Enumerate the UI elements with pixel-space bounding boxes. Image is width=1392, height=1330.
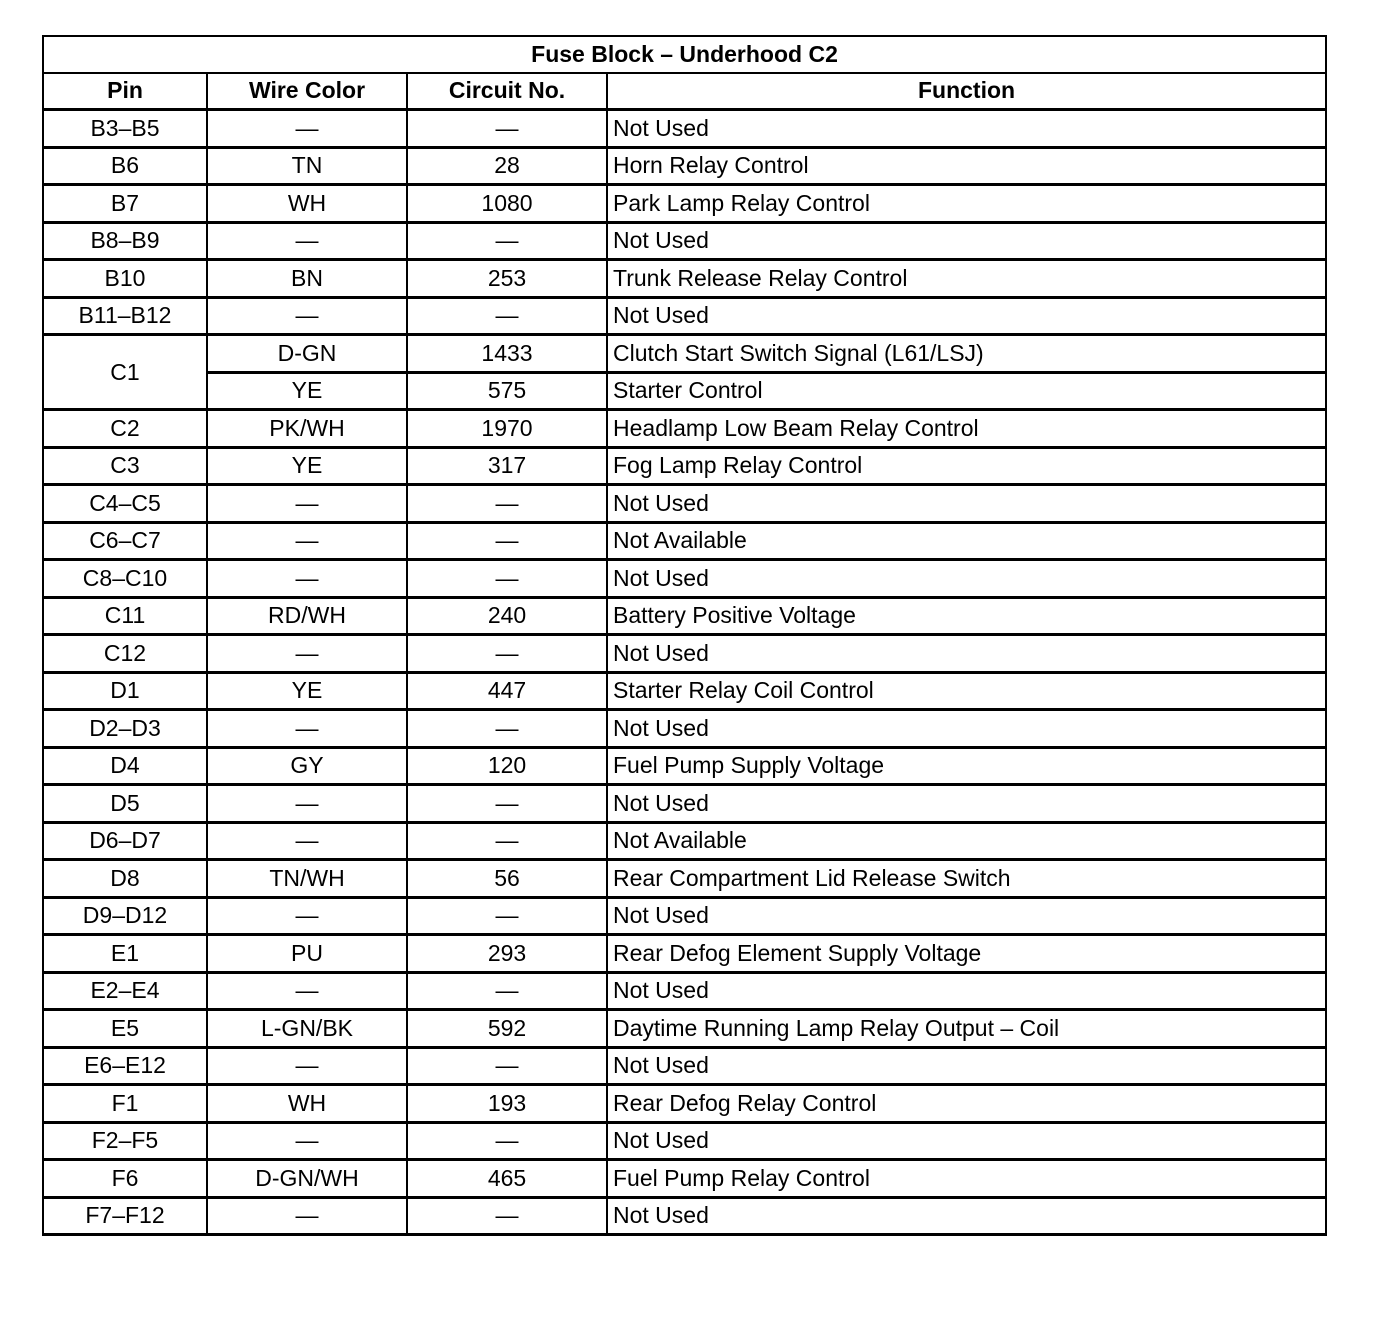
pin-cell: F7–F12	[43, 1197, 207, 1235]
pin-cell: C11	[43, 597, 207, 635]
wire-color-cell: —	[207, 485, 407, 523]
table-row	[43, 785, 1326, 823]
circuit-no-cell: —	[407, 522, 607, 560]
wire-color-cell: —	[207, 822, 407, 860]
table-row	[43, 297, 1326, 335]
pin-cell: E2–E4	[43, 972, 207, 1010]
pin-cell: D9–D12	[43, 897, 207, 935]
table-row	[43, 110, 1326, 148]
circuit-no-cell: —	[407, 822, 607, 860]
pin-cell: B3–B5	[43, 110, 207, 148]
table-row	[43, 710, 1326, 748]
function-cell: Starter Relay Coil Control	[607, 672, 1326, 710]
circuit-no-cell: —	[407, 1197, 607, 1235]
function-cell: Fuel Pump Relay Control	[607, 1160, 1326, 1198]
circuit-no-cell: 1970	[407, 410, 607, 448]
pin-cell: D4	[43, 747, 207, 785]
function-cell: Not Used	[607, 635, 1326, 673]
wire-color-cell: —	[207, 1047, 407, 1085]
wire-color-cell: L-GN/BK	[207, 1010, 407, 1048]
wire-color-cell: PK/WH	[207, 410, 407, 448]
header-wire-color: Wire Color	[207, 73, 407, 110]
pin-cell: D2–D3	[43, 710, 207, 748]
function-cell: Not Used	[607, 785, 1326, 823]
function-cell: Rear Compartment Lid Release Switch	[607, 860, 1326, 898]
table-row	[43, 560, 1326, 598]
circuit-no-cell: —	[407, 972, 607, 1010]
function-cell: Rear Defog Relay Control	[607, 1085, 1326, 1123]
header-row	[43, 73, 1326, 110]
pin-cell: B8–B9	[43, 222, 207, 260]
circuit-no-cell: —	[407, 1047, 607, 1085]
function-cell: Clutch Start Switch Signal (L61/LSJ)	[607, 335, 1326, 373]
pin-cell: D5	[43, 785, 207, 823]
circuit-no-cell: 253	[407, 260, 607, 298]
pin-cell: C6–C7	[43, 522, 207, 560]
circuit-no-cell: 317	[407, 447, 607, 485]
circuit-no-cell: 56	[407, 860, 607, 898]
circuit-no-cell: —	[407, 635, 607, 673]
wire-color-cell: —	[207, 1197, 407, 1235]
wire-color-cell: YE	[207, 447, 407, 485]
pin-cell: C8–C10	[43, 560, 207, 598]
table-row	[43, 335, 1326, 373]
table-row	[43, 672, 1326, 710]
table-row	[43, 1047, 1326, 1085]
function-cell: Not Available	[607, 522, 1326, 560]
circuit-no-cell: 1433	[407, 335, 607, 373]
wire-color-cell: GY	[207, 747, 407, 785]
wire-color-cell: —	[207, 710, 407, 748]
circuit-no-cell: 1080	[407, 185, 607, 223]
function-cell: Not Used	[607, 485, 1326, 523]
function-cell: Daytime Running Lamp Relay Output – Coil	[607, 1010, 1326, 1048]
table-row	[43, 485, 1326, 523]
table-row	[43, 522, 1326, 560]
table-row	[43, 260, 1326, 298]
pin-cell: E6–E12	[43, 1047, 207, 1085]
circuit-no-cell: —	[407, 297, 607, 335]
header-pin: Pin	[43, 73, 207, 110]
function-cell: Not Used	[607, 897, 1326, 935]
table-row	[43, 747, 1326, 785]
circuit-no-cell: 240	[407, 597, 607, 635]
function-cell: Not Available	[607, 822, 1326, 860]
pin-cell: C12	[43, 635, 207, 673]
circuit-no-cell: 575	[407, 372, 607, 410]
circuit-no-cell: —	[407, 710, 607, 748]
wire-color-cell: YE	[207, 372, 407, 410]
circuit-no-cell: 465	[407, 1160, 607, 1198]
pin-cell: B7	[43, 185, 207, 223]
wire-color-cell: —	[207, 110, 407, 148]
function-cell: Horn Relay Control	[607, 147, 1326, 185]
table-row	[43, 1122, 1326, 1160]
wire-color-cell: PU	[207, 935, 407, 973]
table-row	[43, 822, 1326, 860]
table-row	[43, 972, 1326, 1010]
circuit-no-cell: —	[407, 1122, 607, 1160]
wire-color-cell: —	[207, 1122, 407, 1160]
function-cell: Headlamp Low Beam Relay Control	[607, 410, 1326, 448]
wire-color-cell: YE	[207, 672, 407, 710]
pin-cell: C2	[43, 410, 207, 448]
function-cell: Not Used	[607, 110, 1326, 148]
connector-pinout-table	[42, 35, 1327, 1236]
pin-cell: F6	[43, 1160, 207, 1198]
pin-cell: B11–B12	[43, 297, 207, 335]
function-cell: Starter Control	[607, 372, 1326, 410]
table-row	[43, 372, 1326, 410]
table-row	[43, 635, 1326, 673]
wire-color-cell: WH	[207, 185, 407, 223]
wire-color-cell: —	[207, 897, 407, 935]
circuit-no-cell: —	[407, 110, 607, 148]
function-cell: Not Used	[607, 710, 1326, 748]
function-cell: Battery Positive Voltage	[607, 597, 1326, 635]
pin-cell: B6	[43, 147, 207, 185]
pin-cell: D8	[43, 860, 207, 898]
circuit-no-cell: 28	[407, 147, 607, 185]
table-row	[43, 897, 1326, 935]
wire-color-cell: —	[207, 522, 407, 560]
pin-cell: D6–D7	[43, 822, 207, 860]
circuit-no-cell: —	[407, 222, 607, 260]
table-row	[43, 222, 1326, 260]
function-cell: Not Used	[607, 972, 1326, 1010]
table-title: Fuse Block – Underhood C2	[43, 36, 1326, 73]
table-row	[43, 1197, 1326, 1235]
title-row	[43, 36, 1326, 73]
wire-color-cell: —	[207, 635, 407, 673]
pin-cell: E5	[43, 1010, 207, 1048]
circuit-no-cell: —	[407, 485, 607, 523]
function-cell: Not Used	[607, 222, 1326, 260]
function-cell: Rear Defog Element Supply Voltage	[607, 935, 1326, 973]
circuit-no-cell: 120	[407, 747, 607, 785]
circuit-no-cell: 592	[407, 1010, 607, 1048]
function-cell: Not Used	[607, 560, 1326, 598]
wire-color-cell: —	[207, 560, 407, 598]
table-row	[43, 860, 1326, 898]
wire-color-cell: BN	[207, 260, 407, 298]
wire-color-cell: TN/WH	[207, 860, 407, 898]
circuit-no-cell: —	[407, 560, 607, 598]
table-row	[43, 447, 1326, 485]
table-row	[43, 410, 1326, 448]
wire-color-cell: —	[207, 972, 407, 1010]
pin-cell: F1	[43, 1085, 207, 1123]
wire-color-cell: D-GN	[207, 335, 407, 373]
function-cell: Fuel Pump Supply Voltage	[607, 747, 1326, 785]
wire-color-cell: RD/WH	[207, 597, 407, 635]
wire-color-cell: —	[207, 297, 407, 335]
pin-cell: E1	[43, 935, 207, 973]
circuit-no-cell: 293	[407, 935, 607, 973]
function-cell: Not Used	[607, 297, 1326, 335]
pin-cell: B10	[43, 260, 207, 298]
wire-color-cell: —	[207, 785, 407, 823]
function-cell: Trunk Release Relay Control	[607, 260, 1326, 298]
table-row	[43, 935, 1326, 973]
pin-cell: C4–C5	[43, 485, 207, 523]
wire-color-cell: D-GN/WH	[207, 1160, 407, 1198]
header-circuit-no: Circuit No.	[407, 73, 607, 110]
table-row	[43, 147, 1326, 185]
pin-cell: D1	[43, 672, 207, 710]
pin-cell: C3	[43, 447, 207, 485]
pin-cell: F2–F5	[43, 1122, 207, 1160]
table-row	[43, 1160, 1326, 1198]
table-row	[43, 185, 1326, 223]
table-row	[43, 1010, 1326, 1048]
table-body	[43, 110, 1326, 1235]
header-function: Function	[607, 73, 1326, 110]
table-row	[43, 597, 1326, 635]
function-cell: Fog Lamp Relay Control	[607, 447, 1326, 485]
circuit-no-cell: 193	[407, 1085, 607, 1123]
function-cell: Park Lamp Relay Control	[607, 185, 1326, 223]
function-cell: Not Used	[607, 1122, 1326, 1160]
circuit-no-cell: —	[407, 785, 607, 823]
function-cell: Not Used	[607, 1197, 1326, 1235]
table-row	[43, 1085, 1326, 1123]
wire-color-cell: —	[207, 222, 407, 260]
circuit-no-cell: —	[407, 897, 607, 935]
function-cell: Not Used	[607, 1047, 1326, 1085]
circuit-no-cell: 447	[407, 672, 607, 710]
wire-color-cell: TN	[207, 147, 407, 185]
wire-color-cell: WH	[207, 1085, 407, 1123]
pin-cell: C1	[43, 335, 207, 410]
